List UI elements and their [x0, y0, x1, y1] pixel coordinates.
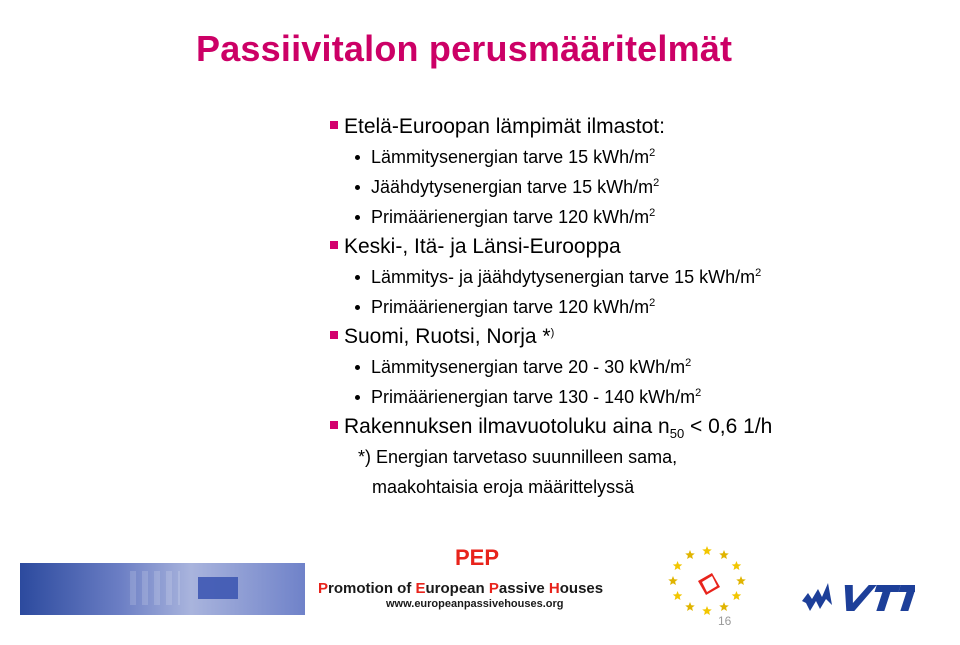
bullet-dot-icon [355, 275, 360, 280]
unit-superscript: 2 [649, 207, 656, 219]
bullet-dot-icon [355, 395, 360, 400]
bullet-item-text: Primäärienergian tarve 120 kWh/m [371, 207, 650, 227]
star-icon [673, 591, 683, 600]
bullet-dot-icon [355, 155, 360, 160]
bullet-item [330, 172, 940, 202]
unit-superscript: 2 [755, 267, 762, 279]
bullet-dot-icon [355, 365, 360, 370]
air-leakage-text-after: < 0,6 1/h [684, 415, 773, 438]
square-bullet-icon [330, 241, 338, 249]
bullet-sections [330, 112, 940, 412]
star-icon [702, 606, 712, 615]
bullet-item-text: Lämmitysenergian tarve 20 - 30 kWh/m [371, 357, 686, 377]
bullet-item-text: Lämmitysenergian tarve 15 kWh/m [371, 147, 650, 167]
bullet-dot-icon [355, 215, 360, 220]
pep-url: www.europeanpassivehouses.org [386, 598, 564, 610]
tagline-segment: H [548, 580, 560, 597]
tagline-segment: uropean [425, 580, 489, 597]
section-heading-text: Suomi, Ruotsi, Norja * [344, 325, 551, 348]
air-leakage-heading [330, 412, 940, 442]
tagline-segment: P [318, 580, 329, 597]
star-icon [673, 561, 683, 570]
star-icon [668, 576, 678, 585]
vtt-wave-icon [802, 583, 832, 611]
pep-tagline [318, 580, 603, 597]
footnote-marker: ) [550, 327, 555, 339]
star-icon [685, 602, 695, 611]
square-bullet-icon [330, 421, 338, 429]
bullet-item [330, 262, 940, 292]
unit-superscript: 2 [653, 177, 660, 189]
tagline-segment: E [415, 580, 426, 597]
slide-content [330, 112, 940, 501]
page-number: 16 [718, 614, 732, 628]
bullet-dot-icon [355, 305, 360, 310]
square-bullet-icon [330, 331, 338, 339]
square-bullet-icon [330, 121, 338, 129]
section-heading-text: Keski-, Itä- ja Länsi-Eurooppa [344, 235, 621, 258]
star-icon [719, 550, 729, 559]
bullet-item [330, 202, 940, 232]
air-leakage-text-before: Rakennuksen ilmavuotoluku aina n [344, 415, 670, 438]
tagline-segment: ouses [559, 580, 604, 597]
bullet-item [330, 352, 940, 382]
bullet-dot-icon [355, 185, 360, 190]
eu-stars-logo [662, 543, 752, 619]
banner-band [20, 563, 305, 615]
star-icon [732, 561, 742, 570]
footnote-line-1: *) Energian tarvetaso suunnilleen sama, [358, 447, 678, 467]
vtt-logo [800, 575, 915, 620]
footnote-line-2: maakohtaisia eroja määrittelyssä [372, 477, 635, 497]
tagline-segment: P [488, 580, 499, 597]
unit-superscript: 2 [695, 387, 702, 399]
section-heading-text: Etelä-Euroopan lämpimät ilmastot: [344, 115, 665, 138]
star-icon [702, 546, 712, 555]
bullet-item [330, 382, 940, 412]
section-heading [330, 112, 940, 142]
air-leakage-subscript: 50 [669, 426, 685, 441]
bullet-item-text: Lämmitys- ja jäähdytysenergian tarve 15 kWh/m [371, 267, 756, 287]
bullet-item-text: Primäärienergian tarve 120 kWh/m [371, 297, 650, 317]
unit-superscript: 2 [649, 297, 656, 309]
vtt-letters-icon [836, 585, 915, 611]
star-icon [685, 550, 695, 559]
bullet-item-text: Jäähdytysenergian tarve 15 kWh/m [371, 177, 654, 197]
tagline-segment: assive [498, 580, 549, 597]
section-heading [330, 322, 940, 352]
banner-pattern [130, 571, 180, 605]
tagline-segment: romotion of [328, 580, 416, 597]
unit-superscript: 2 [685, 357, 692, 369]
star-icon [732, 591, 742, 600]
bullet-item-text: Primäärienergian tarve 130 - 140 kWh/m [371, 387, 696, 407]
section-heading [330, 232, 940, 262]
bullet-item [330, 292, 940, 322]
star-icon [736, 576, 746, 585]
star-icon [719, 602, 729, 611]
pep-logo: PEP [455, 545, 500, 570]
unit-superscript: 2 [649, 147, 656, 159]
slide-title: Passiivitalon perusmääritelmät [196, 28, 733, 69]
eu-flag-icon [198, 577, 238, 599]
bullet-item [330, 142, 940, 172]
